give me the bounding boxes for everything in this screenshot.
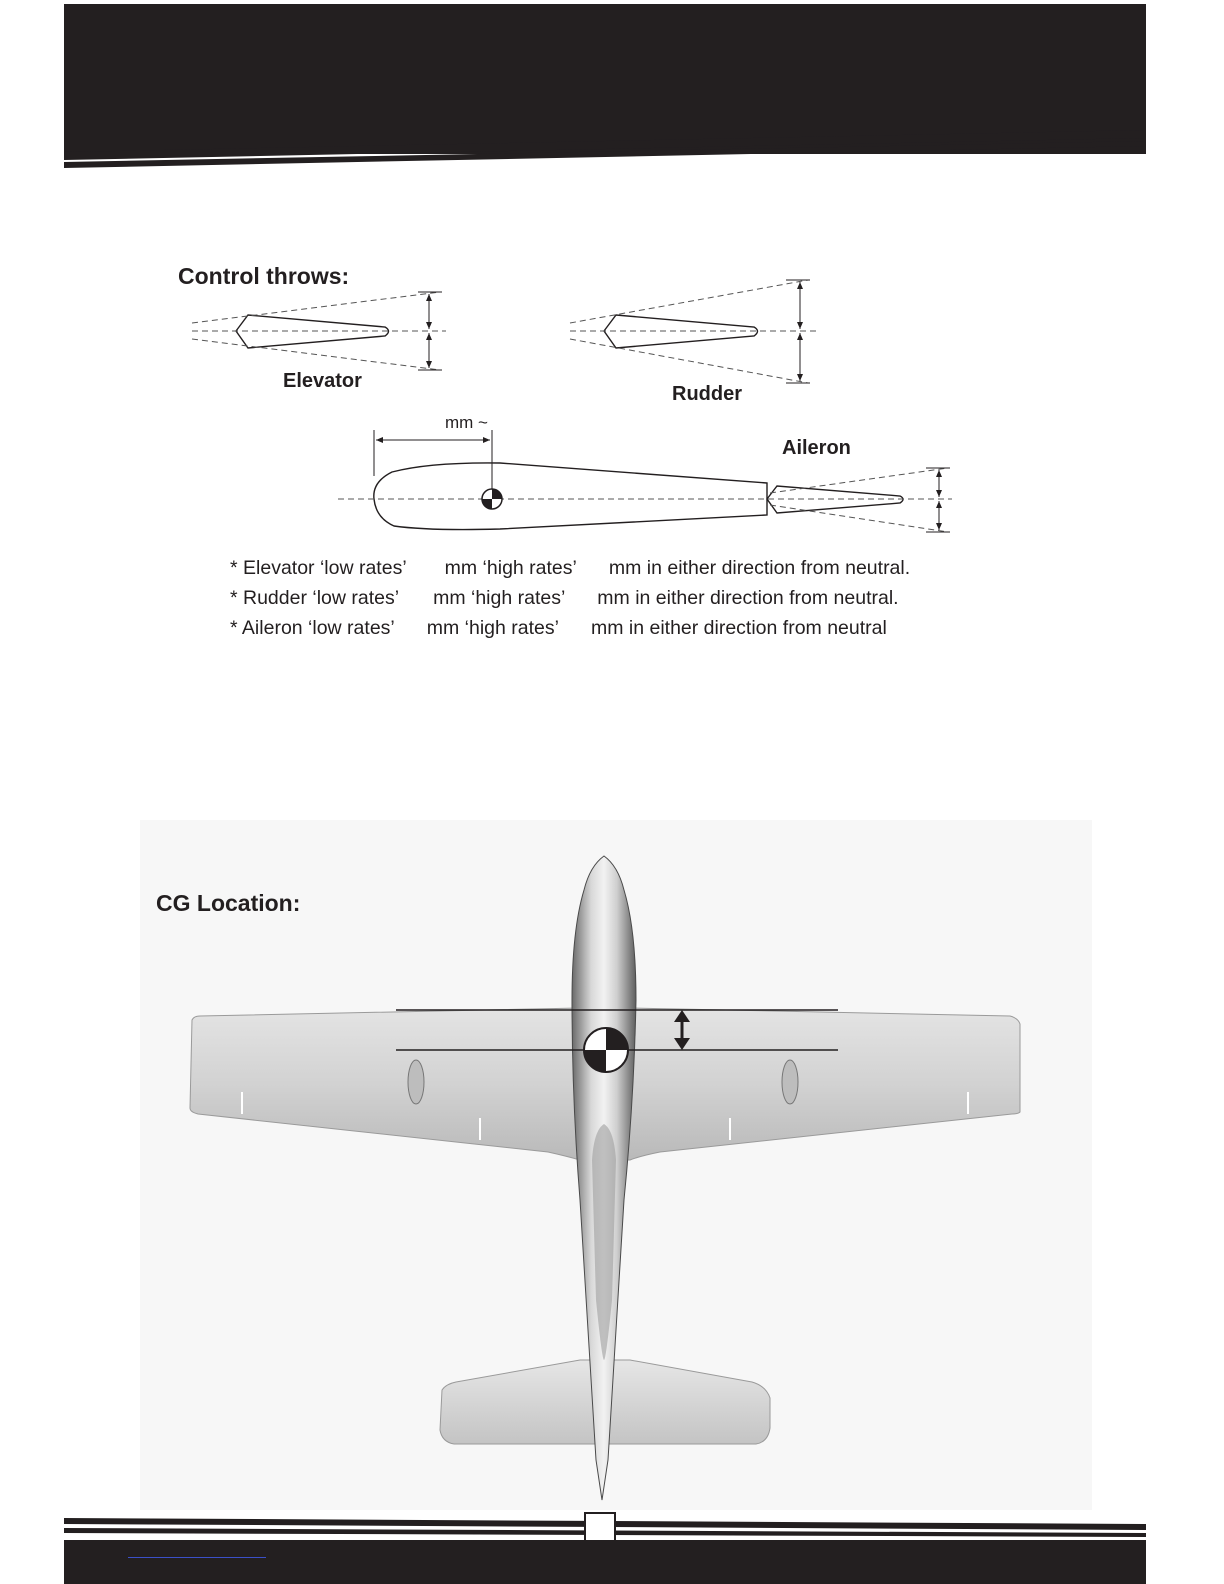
aileron-label: Aileron: [782, 437, 851, 459]
elevator-direction: mm in either direction from neutral.: [608, 557, 911, 579]
right-servo-icon: [782, 1060, 798, 1104]
footer-link-underline: [128, 1557, 266, 1558]
cg-distance-label: mm ~: [445, 413, 488, 432]
rudder-high-rates: mm ‘high rates’: [433, 587, 566, 609]
cg-marker-icon: [584, 1028, 628, 1072]
elevator-label: Elevator: [283, 370, 362, 392]
cg-location-heading: CG Location:: [156, 890, 301, 916]
page-number-box: [584, 1512, 616, 1542]
left-servo-icon: [408, 1060, 424, 1104]
elevator-high-rates: mm ‘high rates’: [444, 557, 577, 579]
aileron-direction: mm in either direction from neutral: [590, 617, 887, 639]
aileron-high-rates: mm ‘high rates’: [426, 617, 559, 639]
rudder-low-rates: * Rudder ‘low rates’: [230, 587, 400, 609]
rudder-direction: mm in either direction from neutral.: [597, 587, 899, 609]
rudder-label: Rudder: [672, 383, 742, 405]
footer-band: [64, 1540, 1146, 1584]
elevator-low-rates: * Elevator ‘low rates’: [230, 557, 407, 579]
aileron-low-rates: * Aileron ‘low rates’: [230, 617, 395, 639]
control-throws-heading: Control throws:: [178, 263, 350, 289]
